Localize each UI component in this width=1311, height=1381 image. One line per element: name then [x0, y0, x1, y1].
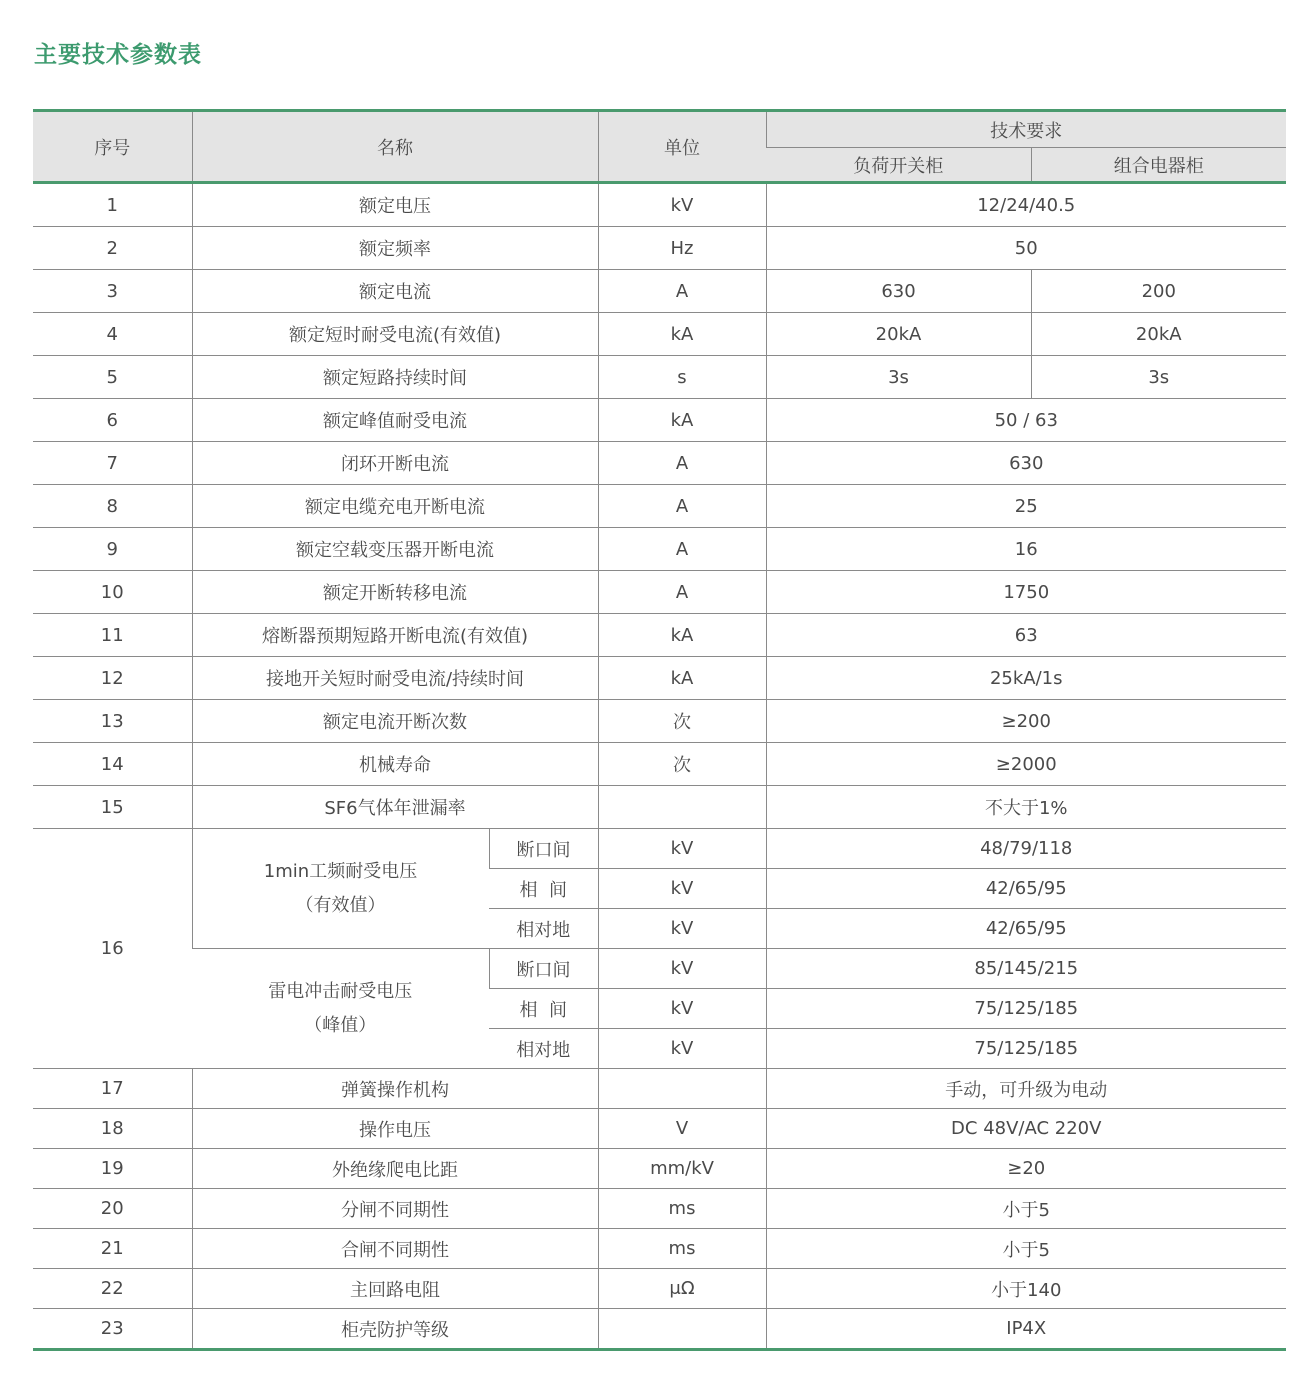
- row-unit: A: [598, 442, 766, 485]
- row-value: DC 48V/AC 220V: [766, 1109, 1286, 1149]
- table-row: [33, 528, 1286, 571]
- row-name: 外绝缘爬电比距: [192, 1149, 598, 1189]
- row-name: 额定电缆充电开断电流: [192, 485, 598, 528]
- table-row: [33, 1229, 1286, 1269]
- group-label-line1: 雷电冲击耐受电压: [268, 980, 413, 1002]
- header-col-b: 组合电器柜: [1031, 148, 1286, 183]
- row-unit: kA: [598, 614, 766, 657]
- row-unit: A: [598, 270, 766, 313]
- row-name: 接地开关短时耐受电流/持续时间: [192, 657, 598, 700]
- row-unit: kV: [598, 989, 766, 1029]
- header-col-a: 负荷开关柜: [766, 148, 1031, 183]
- row-name: 额定频率: [192, 227, 598, 270]
- header-unit: 单位: [598, 111, 766, 183]
- row-value: 48/79/118: [766, 829, 1286, 869]
- row-value: 12/24/40.5: [766, 183, 1286, 227]
- row-unit: 次: [598, 743, 766, 786]
- row-value: IP4X: [766, 1309, 1286, 1350]
- header-seq: 序号: [33, 111, 192, 183]
- row-number: 12: [33, 657, 192, 700]
- row-value: 小于5: [766, 1189, 1286, 1229]
- row-name: 额定短时耐受电流(有效值): [192, 313, 598, 356]
- row-number: 9: [33, 528, 192, 571]
- row-value: 25kA/1s: [766, 657, 1286, 700]
- row-unit: μΩ: [598, 1269, 766, 1309]
- table-row: [33, 227, 1286, 270]
- table-row: [33, 442, 1286, 485]
- group-label-line2: （有效值）: [295, 894, 386, 916]
- row-unit: [598, 1309, 766, 1350]
- row-name: 闭环开断电流: [192, 442, 598, 485]
- row-value: 50 / 63: [766, 399, 1286, 442]
- row-unit: Hz: [598, 227, 766, 270]
- row-value: 16: [766, 528, 1286, 571]
- row-name: 操作电压: [192, 1109, 598, 1149]
- row-number: 10: [33, 571, 192, 614]
- sub-label: 相 间: [489, 869, 598, 909]
- row-unit: ms: [598, 1229, 766, 1269]
- row-unit: kA: [598, 313, 766, 356]
- row-value-b: 20kA: [1031, 313, 1286, 356]
- row-unit: ms: [598, 1189, 766, 1229]
- row-unit: kV: [598, 183, 766, 227]
- table-header: [33, 111, 1286, 183]
- table-row: [33, 1109, 1286, 1149]
- header-name: 名称: [192, 111, 598, 183]
- group-label-line2: （峰值）: [304, 1014, 377, 1036]
- table-row: [33, 614, 1286, 657]
- row-number: 3: [33, 270, 192, 313]
- table-row: [33, 571, 1286, 614]
- row-value: 不大于1%: [766, 786, 1286, 829]
- row-name: 额定电流开断次数: [192, 700, 598, 743]
- row-value: ≥2000: [766, 743, 1286, 786]
- row-value: 42/65/95: [766, 869, 1286, 909]
- row-value: 小于140: [766, 1269, 1286, 1309]
- row-number: 23: [33, 1309, 192, 1350]
- sub-label: 断口间: [489, 949, 598, 989]
- row-number: 13: [33, 700, 192, 743]
- table-row: [33, 313, 1286, 356]
- group-label-line1: 1min工频耐受电压: [263, 860, 418, 882]
- row-number: 2: [33, 227, 192, 270]
- row-name: 柜壳防护等级: [192, 1309, 598, 1350]
- row-value: 75/125/185: [766, 989, 1286, 1029]
- row-unit: kV: [598, 1029, 766, 1069]
- row-value: 63: [766, 614, 1286, 657]
- row-unit: kV: [598, 909, 766, 949]
- row-name: 分闸不同期性: [192, 1189, 598, 1229]
- row-name: 弹簧操作机构: [192, 1069, 598, 1109]
- row-number: 16: [33, 829, 192, 1069]
- table-subrow: [33, 949, 1286, 989]
- row-name: 额定空载变压器开断电流: [192, 528, 598, 571]
- row-name: 主回路电阻: [192, 1269, 598, 1309]
- row-value: ≥200: [766, 700, 1286, 743]
- row-unit: [598, 786, 766, 829]
- table-row: [33, 485, 1286, 528]
- row-name: 熔断器预期短路开断电流(有效值): [192, 614, 598, 657]
- row-unit: kA: [598, 399, 766, 442]
- sub-label: 相对地: [489, 1029, 598, 1069]
- table-row: [33, 270, 1286, 313]
- row-unit: mm/kV: [598, 1149, 766, 1189]
- row-name: 额定电压: [192, 183, 598, 227]
- row-unit: A: [598, 485, 766, 528]
- page-title: 主要技术参数表: [34, 42, 202, 68]
- row-number: 8: [33, 485, 192, 528]
- row-value: 手动，可升级为电动: [766, 1069, 1286, 1109]
- row-value: ≥20: [766, 1149, 1286, 1189]
- row-value: 1750: [766, 571, 1286, 614]
- row-name: 额定开断转移电流: [192, 571, 598, 614]
- sub-label: 断口间: [489, 829, 598, 869]
- table-row: [33, 183, 1286, 227]
- table-body: [33, 183, 1286, 1350]
- row-number: 1: [33, 183, 192, 227]
- spec-table: [33, 109, 1286, 1351]
- row-name: 合闸不同期性: [192, 1229, 598, 1269]
- row-value: 75/125/185: [766, 1029, 1286, 1069]
- row-unit: 次: [598, 700, 766, 743]
- row-unit: kV: [598, 829, 766, 869]
- row-unit: [598, 1069, 766, 1109]
- row-name: 额定电流: [192, 270, 598, 313]
- table-row: [33, 1149, 1286, 1189]
- row-value: 630: [766, 442, 1286, 485]
- row-name: 额定短路持续时间: [192, 356, 598, 399]
- sub-label: 相 间: [489, 989, 598, 1029]
- row-number: 22: [33, 1269, 192, 1309]
- row-number: 5: [33, 356, 192, 399]
- row-unit: A: [598, 571, 766, 614]
- row-unit: kV: [598, 869, 766, 909]
- row-unit: V: [598, 1109, 766, 1149]
- row-name: 额定峰值耐受电流: [192, 399, 598, 442]
- table-row: [33, 1189, 1286, 1229]
- table-row: [33, 356, 1286, 399]
- row-value: 50: [766, 227, 1286, 270]
- row-value-a: 20kA: [766, 313, 1031, 356]
- row-number: 20: [33, 1189, 192, 1229]
- row-value: 小于5: [766, 1229, 1286, 1269]
- row-value: 42/65/95: [766, 909, 1286, 949]
- table-row: [33, 743, 1286, 786]
- table-row-16: [33, 829, 1286, 869]
- row-name: 机械寿命: [192, 743, 598, 786]
- row-number: 7: [33, 442, 192, 485]
- row-unit: A: [598, 528, 766, 571]
- row-unit: kV: [598, 949, 766, 989]
- power-frequency-withstand-label: [192, 829, 489, 949]
- table-row: [33, 1309, 1286, 1350]
- table-row: [33, 1069, 1286, 1109]
- row-number: 19: [33, 1149, 192, 1189]
- row-unit: kA: [598, 657, 766, 700]
- table-row: [33, 700, 1286, 743]
- row-number: 17: [33, 1069, 192, 1109]
- row-number: 21: [33, 1229, 192, 1269]
- row-name: SF6气体年泄漏率: [192, 786, 598, 829]
- row-number: 11: [33, 614, 192, 657]
- row-unit: s: [598, 356, 766, 399]
- row-value-b: 3s: [1031, 356, 1286, 399]
- row-number: 15: [33, 786, 192, 829]
- header-tech: 技术要求: [766, 111, 1286, 148]
- table-row: [33, 786, 1286, 829]
- row-value-a: 3s: [766, 356, 1031, 399]
- lightning-impulse-withstand-label: [192, 949, 489, 1069]
- row-value-b: 200: [1031, 270, 1286, 313]
- table-row: [33, 1269, 1286, 1309]
- table-row: [33, 657, 1286, 700]
- row-number: 4: [33, 313, 192, 356]
- row-number: 18: [33, 1109, 192, 1149]
- sub-label: 相对地: [489, 909, 598, 949]
- row-number: 14: [33, 743, 192, 786]
- row-value-a: 630: [766, 270, 1031, 313]
- row-value: 25: [766, 485, 1286, 528]
- table-row: [33, 399, 1286, 442]
- row-number: 6: [33, 399, 192, 442]
- row-value: 85/145/215: [766, 949, 1286, 989]
